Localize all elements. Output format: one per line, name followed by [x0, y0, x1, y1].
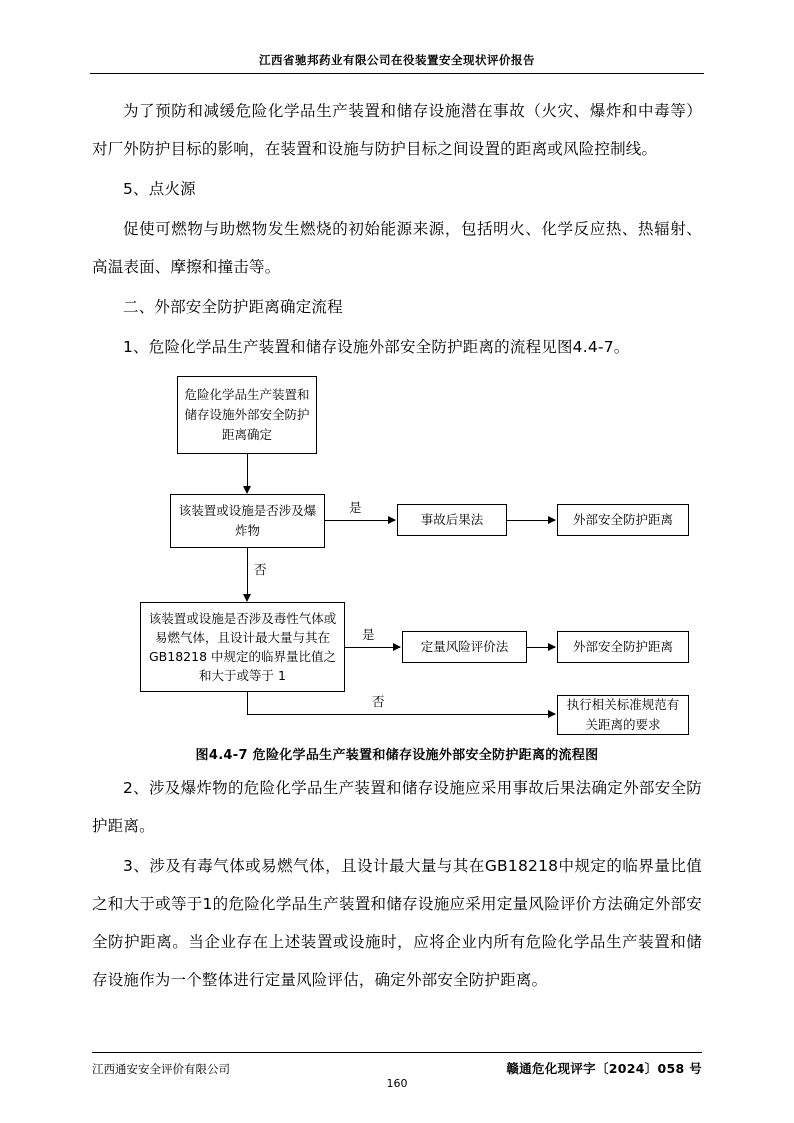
footer-report-code: 赣通危化现评字〔2024〕058 号: [506, 1061, 702, 1076]
flow-arrow-d2-r3: [548, 710, 556, 718]
flow-node-result-1-label: 外部安全防护距离: [572, 512, 673, 527]
page-content: [92, 92, 702, 1001]
flow-arrow-start-d1: [243, 486, 251, 494]
paragraph-7: 3、涉及有毒气体或易燃气体，且设计最大量与其在GB18218中规定的临界量比值之和大于或等于1的危险化学品生产装置和储存设施应采用定量风险评价方法确定外部安全防护距离。当企业存在上述装置或设施时，应将企业内所有危险化学品生产装置和储存设施作为一个整体进行定量风险评估，确定外部安全防护距离。: [92, 857, 702, 989]
flow-node-method-2: [402, 631, 527, 663]
paragraph-1: 为了预防和减缓危险化学品生产装置和储存设施潜在事故（火灾、爆炸和中毒等）对厂外防护目标的影响，在装置和设施与防护目标之间设置的距离或风险控制线。: [92, 102, 702, 158]
flow-connector-d2-m2: [345, 647, 400, 648]
paragraph-4: 二、外部安全防护距离确定流程: [123, 298, 343, 316]
flow-arrow-m2-r2: [548, 643, 556, 651]
flow-node-start: [177, 376, 317, 454]
flow-connector-d1-m1: [325, 520, 395, 521]
flow-label-no-1: 否: [254, 562, 267, 577]
flow-node-result-2: [557, 631, 689, 663]
paragraph-2: 5、点火源: [123, 180, 196, 198]
paragraph-3: 促使可燃物与助燃物发生燃烧的初始能源来源，包括明火、化学反应热、热辐射、高温表面、摩擦和撞击等。: [92, 220, 702, 276]
flow-node-result-3: [557, 695, 689, 735]
flow-node-start-label: 危险化学品生产装置和储存设施外部安全防护距离确定: [184, 387, 310, 442]
flow-arrow-d2-m2: [393, 643, 401, 651]
flow-node-decision-1: [170, 494, 325, 548]
header-title: 江西省驰邦药业有限公司在役装置安全现状评价报告: [259, 53, 535, 67]
page-header: [90, 54, 704, 74]
flow-arrow-d1-m1: [388, 516, 396, 524]
paragraph-6: 2、涉及爆炸物的危险化学品生产装置和储存设施应采用事故后果法确定外部安全防护距离。: [92, 779, 702, 835]
flow-arrow-d1-d2: [243, 594, 251, 602]
flow-label-no-2: 否: [372, 694, 385, 709]
flow-connector-d1-d2: [247, 548, 248, 596]
flow-node-decision-1-label: 该装置或设施是否涉及爆炸物: [178, 503, 317, 538]
flow-node-decision-2-label: 该装置或设施是否涉及毒性气体或易燃气体，且设计最大量与其在 GB18218 中规定的临界量比值之和大于或等于 1: [148, 611, 337, 683]
footer-page-number: 160: [386, 1077, 408, 1090]
flow-node-method-2-label: 定量风险评价法: [420, 639, 509, 654]
flow-node-result-3-label: 执行相关标准规范有关距离的要求: [566, 697, 680, 732]
flow-connector-d2-down: [247, 692, 248, 714]
figure-caption: 图4.4-7 危险化学品生产装置和储存设施外部安全防护距离的流程图: [195, 748, 599, 763]
flow-label-yes-2: 是: [362, 627, 375, 642]
flow-node-method-1: [397, 504, 507, 536]
flow-node-method-1-label: 事故后果法: [420, 512, 484, 527]
flow-node-result-2-label: 外部安全防护距离: [572, 639, 673, 654]
flowchart: [92, 372, 702, 742]
flow-node-decision-2: [140, 602, 345, 692]
flow-node-result-1: [557, 504, 689, 536]
flow-label-yes-1: 是: [349, 500, 362, 515]
footer-divider: [92, 1052, 702, 1053]
page-footer: [92, 1052, 702, 1090]
flow-arrow-m1-r1: [548, 516, 556, 524]
footer-company: 江西通安安全评价有限公司: [92, 1062, 230, 1076]
header-divider: [90, 73, 704, 74]
flow-connector-start-d1: [247, 454, 248, 488]
flow-connector-d2-r3: [247, 714, 555, 715]
paragraph-5: 1、危险化学品生产装置和储存设施外部安全防护距离的流程见图4.4-7。: [123, 338, 630, 356]
